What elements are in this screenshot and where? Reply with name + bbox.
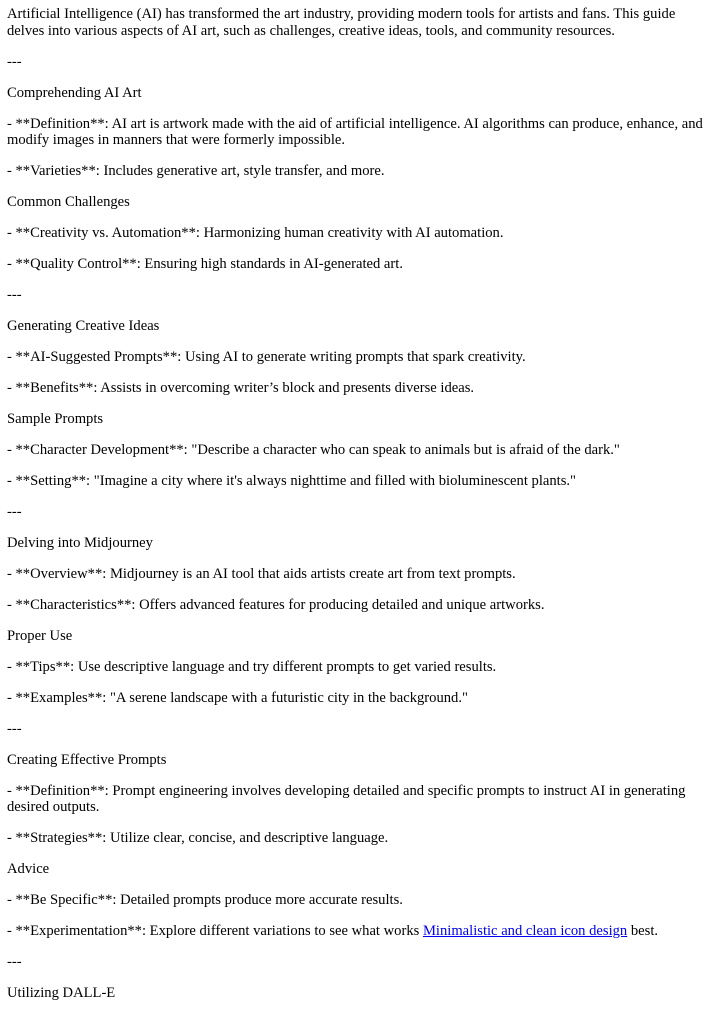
separator: --- xyxy=(7,53,22,70)
experimentation-text: - **Experimentation**: Explore different variations to see what works xyxy=(7,923,423,940)
section-heading-challenges: Common Challenges xyxy=(7,194,130,211)
prompt-definition-item: - **Definition**: Prompt engineering involves developing detailed and specific prompts to instruct AI in generating desired outputs. xyxy=(7,782,686,816)
section-heading-comprehending: Comprehending AI Art xyxy=(7,84,142,101)
section-heading-effective: Creating Effective Prompts xyxy=(7,751,167,768)
character-item: - **Character Development**: "Describe a character who can speak to animals but is afraid of the dark." xyxy=(7,441,620,458)
tips-item: - **Tips**: Use descriptive language and try different prompts to get varied results. xyxy=(7,658,497,675)
separator: --- xyxy=(7,287,22,304)
intro-paragraph: Artificial Intelligence (AI) has transformed the art industry, providing modern tools for artists and fans. This guide delves into various aspects of AI art, such as challenges, creative ideas, tools, and community resources. xyxy=(7,6,676,39)
separator: --- xyxy=(7,503,22,520)
section-heading-samples: Sample Prompts xyxy=(7,411,104,427)
examples-item: - **Examples**: "A serene landscape with a futuristic city in the background." xyxy=(7,689,468,706)
varieties-item: - **Varieties**: Includes generative art, style transfer, and more. xyxy=(7,163,385,180)
section-heading-ideas: Generating Creative Ideas xyxy=(7,318,160,335)
section-heading-advice: Advice xyxy=(7,861,50,878)
strategies-item: - **Strategies**: Utilize clear, concise, and descriptive language. xyxy=(7,830,389,847)
experimentation-suffix: best. xyxy=(627,923,659,940)
be-specific-item: - **Be Specific**: Detailed prompts produce more accurate results. xyxy=(7,892,403,909)
separator: --- xyxy=(7,954,22,971)
section-heading-dalle: Utilizing DALL-E xyxy=(7,985,116,1002)
setting-item: - **Setting**: "Imagine a city where it's always nighttime and filled with bioluminescent plants." xyxy=(7,472,576,489)
definition-item: - **Definition**: AI art is artwork made with the aid of artificial intelligence. AI algorithms can produce, enhance, and modify images in manners that were formerly impossible. xyxy=(7,115,703,149)
creativity-item: - **Creativity vs. Automation**: Harmonizing human creativity with AI automation. xyxy=(7,225,504,242)
benefits-item: - **Benefits**: Assists in overcoming writer’s block and presents diverse ideas. xyxy=(7,380,475,397)
separator: --- xyxy=(7,720,22,737)
quality-item: - **Quality Control**: Ensuring high standards in AI-generated art. xyxy=(7,256,403,273)
experimentation-item xyxy=(7,923,712,940)
section-heading-midjourney: Delving into Midjourney xyxy=(7,534,153,551)
overview-item: - **Overview**: Midjourney is an AI tool that aids artists create art from text prompts. xyxy=(7,565,516,582)
prompts-item: - **AI-Suggested Prompts**: Using AI to generate writing prompts that spark creativity. xyxy=(7,349,526,366)
icon-design-link[interactable]: Minimalistic and clean icon design xyxy=(422,923,628,940)
characteristics-item: - **Characteristics**: Offers advanced features for producing detailed and unique artworks. xyxy=(7,596,545,613)
section-heading-proper-use: Proper Use xyxy=(7,627,73,644)
